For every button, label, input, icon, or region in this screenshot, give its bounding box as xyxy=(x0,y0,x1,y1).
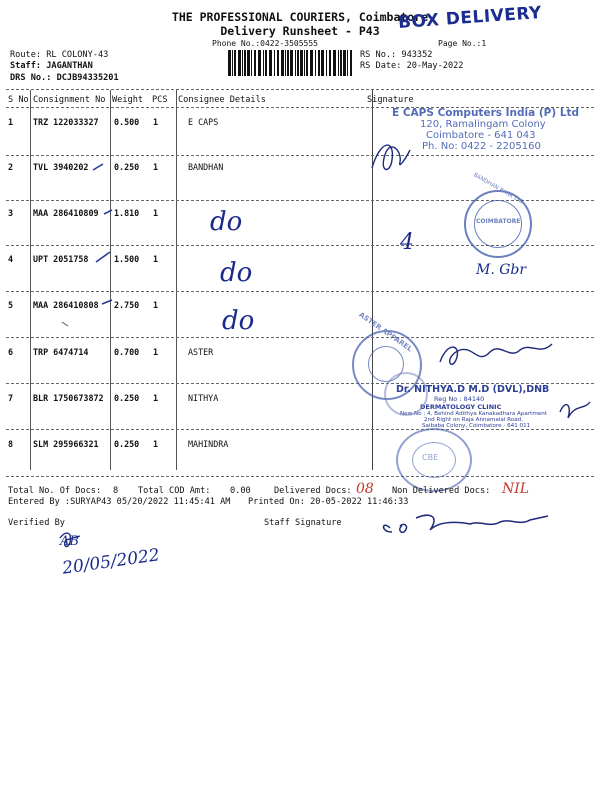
ditto-mark: do xyxy=(210,207,243,237)
ecaps-stamp-line3: Coimbatore - 641 043 xyxy=(426,130,536,141)
row-4-pcs: 1 xyxy=(153,254,159,264)
col-pcs: PCS xyxy=(152,95,168,105)
row-1-sno: 1 xyxy=(8,117,14,127)
doctor-address-3: Saibaba Colony, Coimbatore - 641 011 xyxy=(422,423,531,429)
bandhan-stamp-center: COIMBATORE xyxy=(476,218,521,225)
staff-name: Staff: JAGANTHAN xyxy=(10,61,93,71)
phone-number: Phone No.:0422-3505555 xyxy=(212,39,318,48)
total-cod-value: 0.00 xyxy=(230,486,251,496)
row-8-pcs: 1 xyxy=(153,439,159,449)
row-7-consignee: NITHYA xyxy=(188,393,219,403)
col-weight: Weight xyxy=(112,95,144,105)
doctor-clinic: DERMATOLOGY CLINIC xyxy=(420,403,502,411)
verified-by-label: Verified By xyxy=(8,518,65,528)
box-delivery-stamp: BOX DELIVERY xyxy=(397,3,543,33)
row-3-sno: 3 xyxy=(8,208,14,218)
row-1-consignee: E CAPS xyxy=(188,117,219,127)
row-4-sno: 4 xyxy=(8,254,14,264)
company-name: THE PROFESSIONAL COURIERS, Coimbatore xyxy=(171,10,429,24)
row-6-pcs: 1 xyxy=(153,347,159,357)
non-delivered-docs-label: Non Delivered Docs: xyxy=(392,486,491,496)
row-8-sno: 8 xyxy=(8,439,14,449)
row-7-sno: 7 xyxy=(8,393,14,403)
col-signature: Signature xyxy=(367,95,414,105)
entered-by: Entered By :SURYAP43 05/20/2022 11:45:41 AM xyxy=(8,497,231,507)
row-7-consignment: BLR 1750673872 xyxy=(33,393,104,403)
row-2-consignment: TVL 3940202 xyxy=(33,162,89,172)
total-docs-value: 8 xyxy=(113,486,119,496)
row-7-weight: 0.250 xyxy=(114,393,140,403)
row-7-pcs: 1 xyxy=(153,393,159,403)
doctor-reg: Reg No : 84140 xyxy=(434,395,485,403)
row-4-mark: 4 xyxy=(400,230,414,255)
row-5-weight: 2.750 xyxy=(114,300,140,310)
ecaps-stamp xyxy=(392,107,579,152)
doctor-name: Dr. NITHYA.D M.D (DVL),DNB xyxy=(396,384,550,395)
row-3-consignment: MAA 286410809 xyxy=(33,208,99,218)
delivered-docs-value: 08 xyxy=(356,481,374,497)
row-8-weight: 0.250 xyxy=(114,439,140,449)
row-3-weight: 1.810 xyxy=(114,208,140,218)
row-6-sno: 6 xyxy=(8,347,14,357)
row-6-consignee: ASTER xyxy=(188,347,214,357)
row-1-consignment: TRZ 122033327 xyxy=(33,117,99,127)
row-1-weight: 0.500 xyxy=(114,117,140,127)
total-docs-label: Total No. Of Docs: xyxy=(8,486,102,496)
row-2-sno: 2 xyxy=(8,162,14,172)
doctor-round-stamp xyxy=(384,372,428,416)
route: Route: RL COLONY-43 xyxy=(10,50,109,60)
verified-initials: AB xyxy=(60,534,79,549)
runsheet-title: Delivery Runsheet - P43 xyxy=(220,24,380,38)
ecaps-stamp-line2: 120, Ramalingam Colony xyxy=(420,119,546,130)
row-4-consignment: UPT 2051758 xyxy=(33,254,89,264)
row-4-signature: M. Gbr xyxy=(476,262,527,278)
delivered-docs-label: Delivered Docs: xyxy=(274,486,352,496)
row-4-weight: 1.500 xyxy=(114,254,140,264)
bandhan-stamp-ring: BANDHAN BANK LTD xyxy=(472,172,525,206)
row-6-weight: 0.700 xyxy=(114,347,140,357)
staff-signature-label: Staff Signature xyxy=(264,518,342,528)
aster-stamp-ring: ASTER APPAREL xyxy=(357,310,414,354)
ecaps-stamp-line1: E CAPS Computers India (P) Ltd xyxy=(392,107,580,119)
row-2-weight: 0.250 xyxy=(114,162,140,172)
rs-number: RS No.: 943352 xyxy=(360,50,433,60)
mahindra-stamp xyxy=(396,428,472,492)
total-cod-label: Total COD Amt: xyxy=(138,486,211,496)
drs-number: DRS No.: DCJB94335201 xyxy=(10,73,119,83)
mahindra-stamp-center: CBE xyxy=(422,453,439,462)
row-6-consignment: TRP 6474714 xyxy=(33,347,89,357)
row-3-pcs: 1 xyxy=(153,208,159,218)
row-1-pcs: 1 xyxy=(153,117,159,127)
row-5-consignment: MAA 286410808 xyxy=(33,300,99,310)
page-number: Page No.:1 xyxy=(438,39,487,48)
ditto-mark: do xyxy=(222,306,255,336)
non-delivered-docs-value: NIL xyxy=(502,481,530,497)
col-sno: S No xyxy=(8,95,29,105)
row-2-consignee: BANDHAN xyxy=(188,162,224,172)
row-8-consignee: MAHINDRA xyxy=(188,439,229,449)
rs-date: RS Date: 20-May-2022 xyxy=(360,61,464,71)
printed-on: Printed On: 20-05-2022 11:46:33 xyxy=(248,497,409,507)
row-2-pcs: 1 xyxy=(153,162,159,172)
row-8-consignment: SLM 295966321 xyxy=(33,439,99,449)
col-consignee: Consignee Details xyxy=(178,95,266,105)
row-5-pcs: 1 xyxy=(153,300,159,310)
verified-date: 20/05/2022 xyxy=(61,545,161,579)
row-5-sno: 5 xyxy=(8,300,14,310)
col-consignment: Consignment No xyxy=(33,95,106,105)
doctor-address-2: 2nd Right on Raja Annamalai Road, xyxy=(424,417,523,423)
doctor-address-1: New No : 4, Behind Adithya Kanakadhara Apartment xyxy=(400,411,547,417)
ditto-mark: do xyxy=(220,258,253,288)
ecaps-stamp-line4: Ph. No: 0422 - 2205160 xyxy=(422,141,541,152)
bandhan-stamp xyxy=(464,172,532,258)
